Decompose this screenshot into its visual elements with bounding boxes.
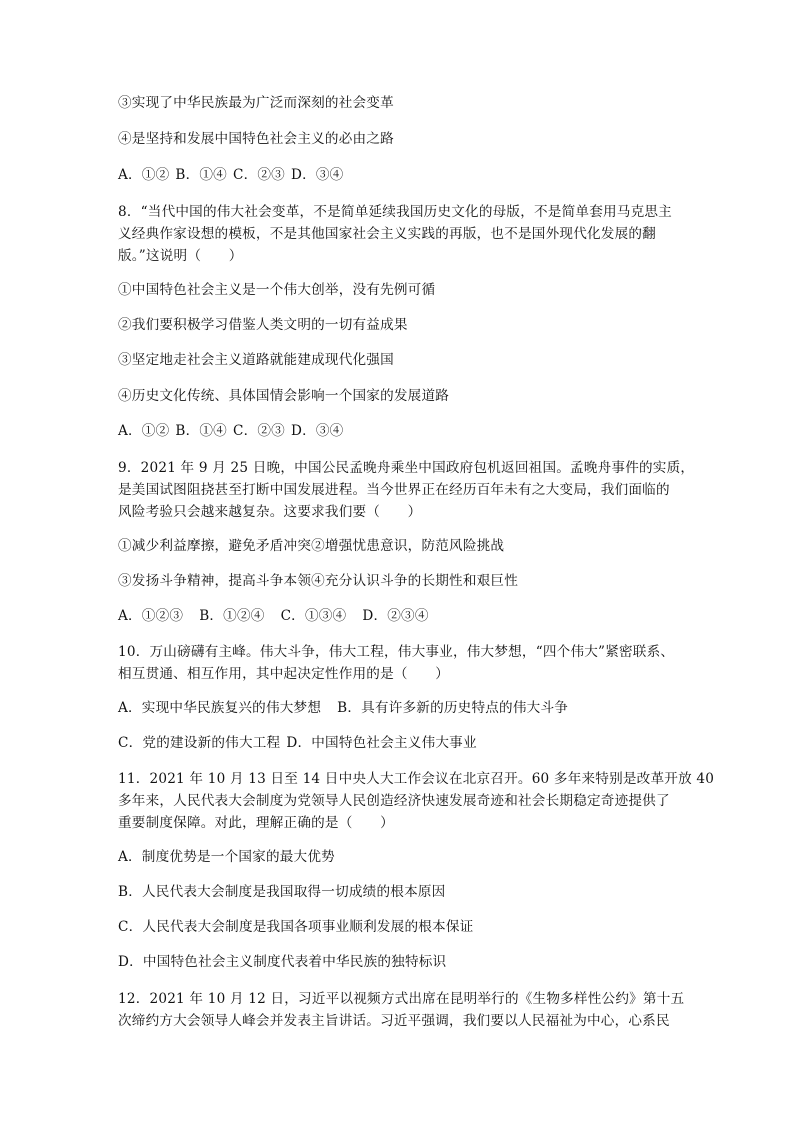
choice-row: [118, 733, 483, 753]
question-8-stem: 8．“当代中国的伟大社会变革，不是简单延续我国历史文化的母版，不是简单套用马克思主: [118, 204, 672, 220]
choice-b: B．①④: [175, 423, 227, 439]
choice-row: [118, 421, 349, 441]
question-11-stem: 多年来，人民代表大会制度为党领导人民创造经济快速发展奇迹和社会长期稳定奇迹提供了: [118, 793, 670, 809]
question-10-stem: 10．万山磅礴有主峰。伟大斗争，伟大工程，伟大事业，伟大梦想，“四个伟大”紧密联系、: [118, 644, 675, 660]
choice-row: [118, 606, 445, 626]
choice-c: C．②③: [232, 167, 285, 183]
option-line: ③发扬斗争精神，提高斗争本领④充分认识斗争的长期性和艰巨性: [118, 573, 519, 589]
choice-d: D．③④: [290, 167, 344, 183]
choice-a: A．①②: [118, 167, 170, 183]
choice-b: B．①②④: [199, 608, 265, 624]
choice-a: A．①②③: [118, 608, 184, 624]
option-line: ①减少利益摩擦，避免矛盾冲突②增强忧患意识，防范风险挑战: [118, 538, 505, 554]
choice-c: C．②③: [232, 423, 285, 439]
question-12-stem: 12．2021 年 10 月 12 日，习近平以视频方式出席在昆明举行的《生物多样性公约》第十五: [118, 991, 685, 1007]
option-line: ④历史文化传统、具体国情会影响一个国家的发展道路: [118, 388, 450, 404]
choice-b: B．①④: [175, 167, 227, 183]
choice-d: D．②③④: [362, 608, 429, 624]
option-line: ④是坚持和发展中国特色社会主义的必由之路: [118, 131, 394, 147]
choice-row: [118, 698, 584, 718]
option-line: ③实现了中华民族最为广泛而深刻的社会变革: [118, 95, 394, 111]
question-12-stem: 次缔约方大会领导人峰会并发表主旨讲话。习近平强调，我们要以人民福祉为中心，心系民: [118, 1013, 670, 1029]
choice-a: A．制度优势是一个国家的最大优势: [118, 849, 335, 865]
question-8-stem: 义经典作家设想的模板，不是其他国家社会主义实践的再版，也不是国外现代化发展的翻: [118, 226, 656, 242]
question-9-stem: 是美国试图阻挠甚至打断中国发展进程。当今世界正在经历百年未有之大变局，我们面临的: [118, 482, 670, 498]
question-9-stem: 风险考验只会越来越复杂。这要求我们要（ ）: [118, 504, 422, 520]
choice-c: C．①③④: [280, 608, 347, 624]
question-10-stem: 相互贯通、相互作用，其中起决定性作用的是（ ）: [118, 666, 450, 682]
choice-row: [118, 165, 349, 185]
question-11-stem: 11．2021 年 10 月 13 日至 14 日中央人大工作会议在北京召开。60 多年来特别是改革开放 40: [118, 771, 715, 787]
option-line: ②我们要积极学习借鉴人类文明的一切有益成果: [118, 317, 408, 333]
choice-a: A．①②: [118, 423, 170, 439]
choice-a: A．实现中华民族复兴的伟大梦想: [118, 700, 322, 716]
choice-b: B．人民代表大会制度是我国取得一切成绩的根本原因: [118, 884, 446, 900]
choice-d: D．③④: [290, 423, 344, 439]
choice-d: D．中国特色社会主义制度代表着中华民族的独特标识: [118, 954, 447, 970]
question-11-stem: 重要制度保障。对此，理解正确的是（ ）: [118, 815, 394, 831]
question-8-stem: 版。”这说明（ ）: [118, 248, 243, 264]
choice-d: D．中国特色社会主义伟大事业: [286, 735, 477, 751]
option-line: ③坚定地走社会主义道路就能建成现代化强国: [118, 352, 394, 368]
choice-b: B．具有许多新的历史特点的伟大斗争: [337, 700, 569, 716]
option-line: ①中国特色社会主义是一个伟大创举，没有先例可循: [118, 282, 436, 298]
question-9-stem: 9．2021 年 9 月 25 日晚，中国公民孟晚舟乘坐中国政府包机返回祖国。孟晚舟事件的实质，: [118, 460, 695, 476]
choice-c: C．党的建设新的伟大工程: [118, 735, 281, 751]
choice-c: C．人民代表大会制度是我国各项事业顺利发展的根本保证: [118, 919, 474, 935]
